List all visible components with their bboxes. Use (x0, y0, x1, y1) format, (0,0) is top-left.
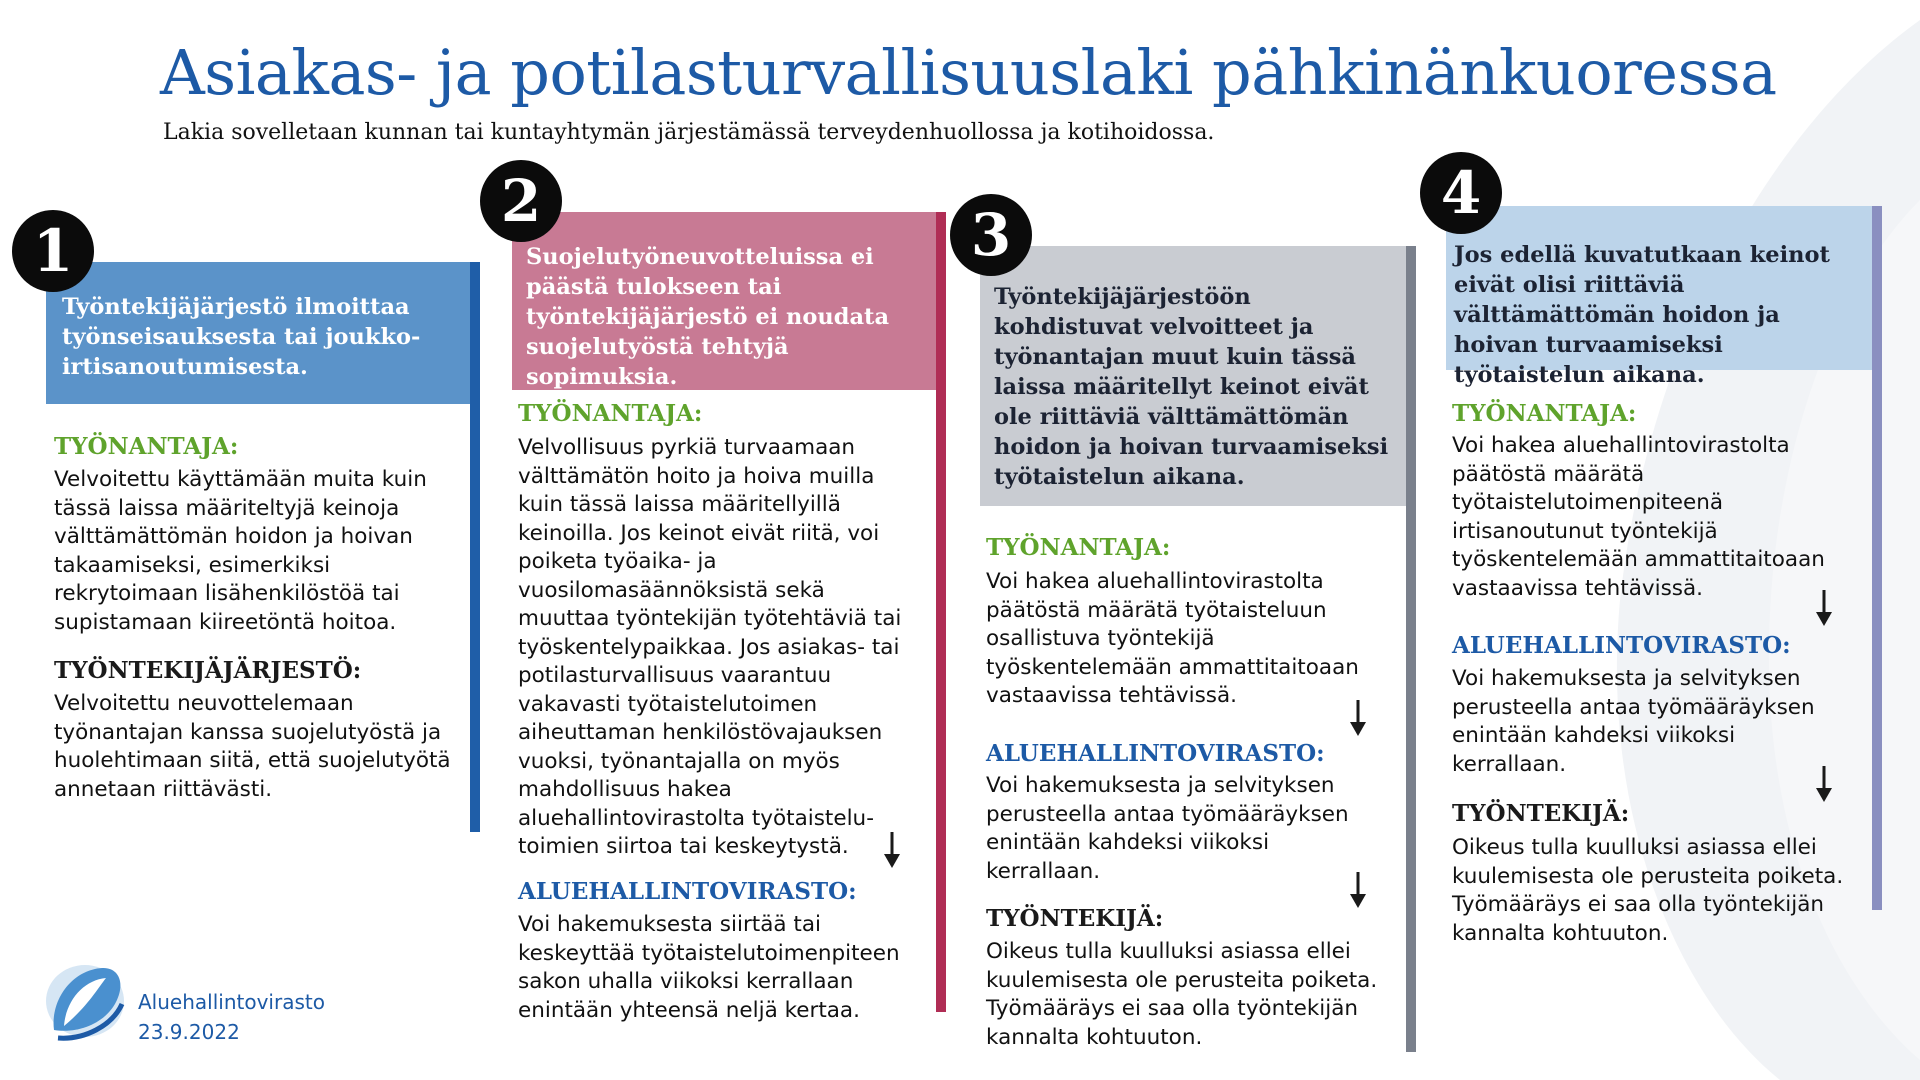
col3-worker-label: TYÖNTEKIJÄ: (986, 905, 1164, 932)
footer-date: 23.9.2022 (138, 1020, 240, 1044)
col3-down-arrow-icon-2 (1348, 872, 1368, 908)
footer-org-name: Aluehallintovirasto (138, 990, 325, 1014)
col1-employer-text: Velvoitettu käyttämään muita kuin tässä laissa määriteltyjä keinoja välttämättömän hoidon ja hoivan takaamiseksi, esimerkiksi rekrytoimaan lisähenkilöstöä tai supistamaan kiireetöntä hoitoa. (54, 467, 427, 635)
column-3-header (980, 246, 1408, 506)
step-1-badge (12, 210, 94, 292)
col3-down-arrow-icon-1 (1348, 700, 1368, 736)
col2-employer-label: TYÖNANTAJA: (518, 400, 703, 427)
col4-worker-text: Oikeus tulla kuulluksi asiassa ellei kuulemisesta ole perusteita poiketa. Työmääräys ei saa olla työntekijän kannalta kohtuuton. (1452, 835, 1844, 946)
col3-avi-text: Voi hakemuksesta ja selvityksen perusteella antaa työmääräyksen enintään kahdeksi viikoksi kerrallaan. (986, 773, 1349, 884)
column-1-header-text: Työntekijäjärjestö ilmoittaa työnseisauksesta tai joukko-irtisanoutumisesta. (62, 294, 421, 380)
page-subtitle: Lakia sovelletaan kunnan tai kuntayhtymän järjestämässä terveydenhuollossa ja kotihoidossa. (163, 120, 1215, 145)
col4-down-arrow-icon-2 (1814, 766, 1834, 802)
col3-employer-label: TYÖNANTAJA: (986, 534, 1171, 561)
col3-worker-text: Oikeus tulla kuulluksi asiassa ellei kuulemisesta ole perusteita poiketa. Työmääräys ei saa olla työntekijän kannalta kohtuuton. (986, 939, 1378, 1050)
column-3-header-text: Työntekijäjärjestöön kohdistuvat velvoitteet ja työnantajan muut kuin tässä laissa määritellyt keinot eivät ole riittäviä välttämättömän hoidon ja hoivan turvaamiseksi työtaistelun aikana. (994, 284, 1389, 490)
col4-worker-label: TYÖNTEKIJÄ: (1452, 800, 1630, 827)
column-2-header (512, 212, 936, 390)
step-2-badge (480, 160, 562, 242)
col1-union-text: Velvoitettu neuvottelemaan työnantajan kanssa suojelutyöstä ja huolehtimaan siitä, että suojelutyötä annetaan riittävästi. (54, 691, 451, 802)
column-3-bar (1406, 246, 1416, 1052)
step-4-number: 4 (1440, 159, 1482, 227)
column-4-header-text: Jos edellä kuvatutkaan keinot eivät olisi riittäviä välttämättömän hoidon ja hoivan turvaamiseksi työtaistelun aikana. (1454, 242, 1830, 388)
step-3-badge (950, 194, 1032, 276)
col2-avi-label: ALUEHALLINTOVIRASTO: (518, 878, 857, 905)
column-1-bar (470, 262, 480, 832)
col3-avi-label: ALUEHALLINTOVIRASTO: (986, 740, 1325, 767)
step-4-badge (1420, 152, 1502, 234)
step-2-number: 2 (500, 167, 542, 235)
col3-employer-text: Voi hakea aluehallintovirastolta päätöstä määrätä työtaisteluun osallistuva työntekijä työskentelemään ammattitaitoaan vastaavissa tehtävissä. (986, 569, 1359, 708)
col1-union-label: TYÖNTEKIJÄJÄRJESTÖ: (54, 657, 362, 684)
col2-avi-text: Voi hakemuksesta siirtää tai keskeyttää työtaistelutoimenpiteen sakon uhalla viikoksi kerrallaan enintään yhteensä neljä kertaa. (518, 912, 900, 1023)
column-1-header (46, 262, 470, 404)
step-3-number: 3 (970, 201, 1012, 269)
col4-avi-text: Voi hakemuksesta ja selvityksen perusteella antaa työmääräyksen enintään kahdeksi viikoksi kerrallaan. (1452, 666, 1815, 777)
step-1-number: 1 (32, 217, 74, 285)
page-title: Asiakas- ja potilasturvallisuuslaki pähkinänkuoressa (160, 36, 1777, 109)
col1-employer-label: TYÖNANTAJA: (54, 433, 239, 460)
col2-employer-text: Velvollisuus pyrkiä turvaamaan välttämätön hoito ja hoiva muilla kuin tässä laissa määritellyillä keinoilla. Jos keinot eivät riitä, voi poiketa työaika- ja vuosilomasäännöksistä sekä muuttaa työntekijän työtehtäviä tai työskentelypaikkaa. Jos asiakas- tai potilasturvallisuus vaarantuu vakavasti työtaistelutoimen aiheuttaman henkilöstövajauksen vuoksi, työnantajalla on myös mahdollisuus hakea aluehallintovirastolta työtaistelu-toimien siirtoa tai keskeytystä. (518, 435, 902, 859)
col4-avi-label: ALUEHALLINTOVIRASTO: (1452, 632, 1791, 659)
column-2-header-text: Suojelutyöneuvotteluissa ei päästä tulokseen tai työntekijäjärjestö ei noudata suojelutyöstä tehtyjä sopimuksia. (526, 244, 890, 390)
col2-down-arrow-icon (882, 832, 902, 868)
column-2-bar (936, 212, 946, 1012)
column-4-bar (1872, 206, 1882, 910)
col4-employer-label: TYÖNANTAJA: (1452, 400, 1637, 427)
col4-down-arrow-icon-1 (1814, 590, 1834, 626)
col4-employer-text: Voi hakea aluehallintovirastolta päätöstä määrätä työtaistelutoimenpiteenä irtisanoutunut työntekijä työskentelemään ammattitaitoaan vastaavissa tehtävissä. (1452, 433, 1825, 601)
column-4-header (1446, 206, 1880, 388)
aluehallintovirasto-logo-icon (44, 960, 126, 1042)
